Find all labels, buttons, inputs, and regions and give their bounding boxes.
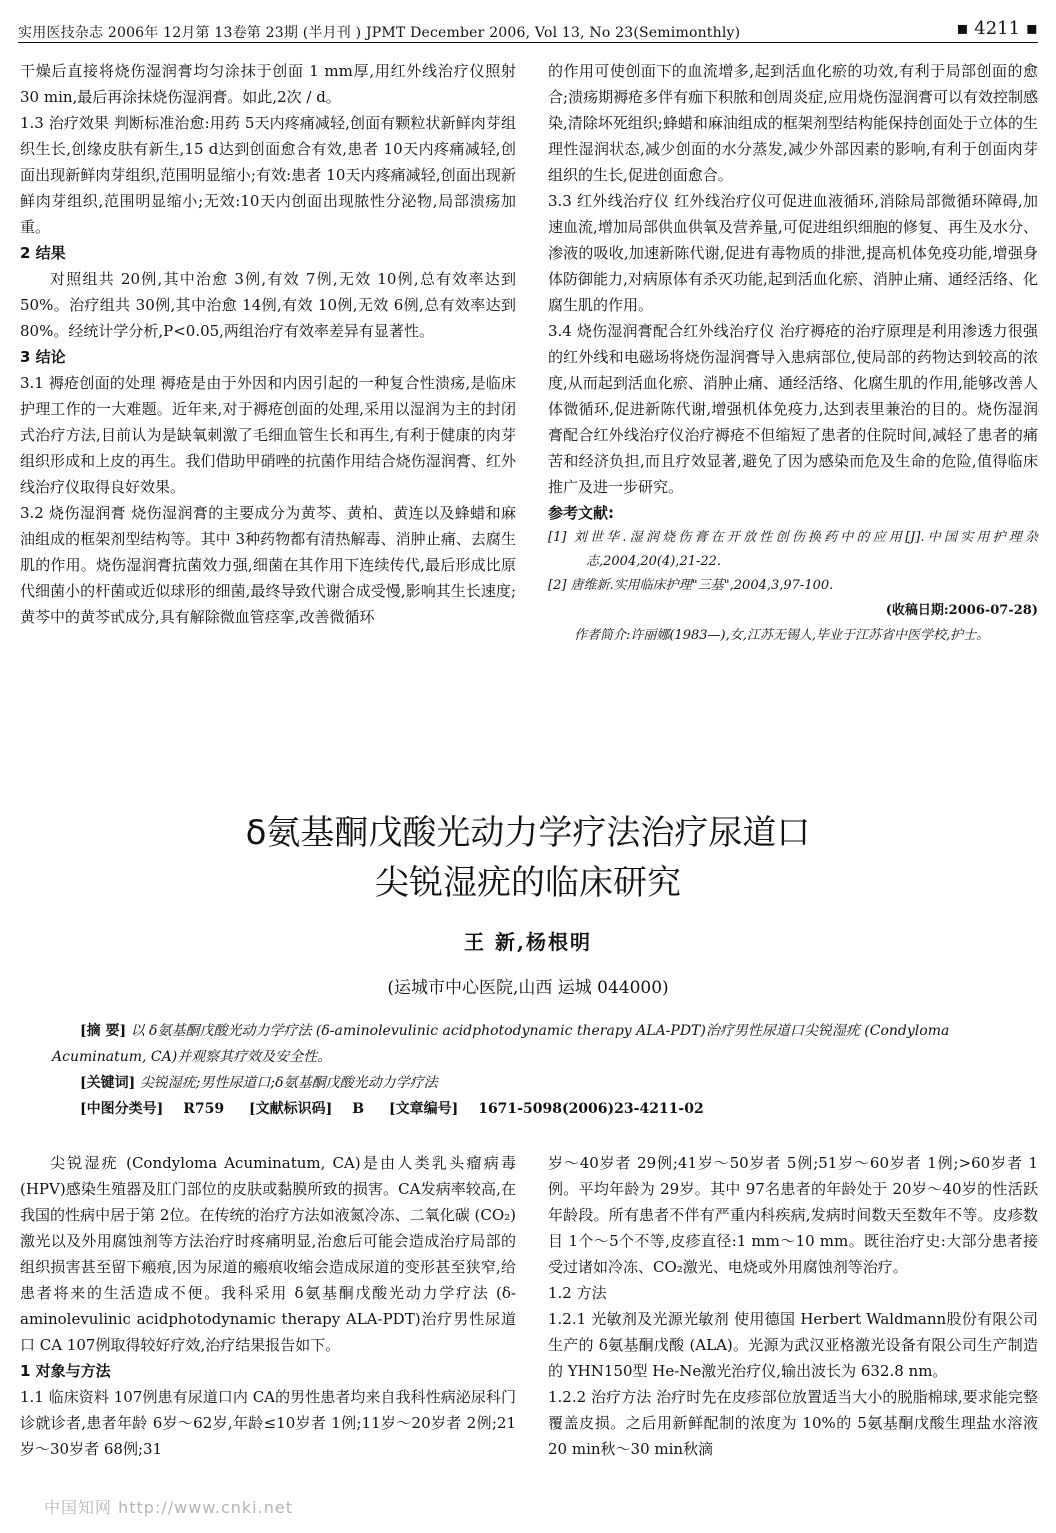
clc-tag: [中图分类号] <box>80 1101 164 1117</box>
keywords <box>52 1070 1032 1096</box>
section-heading: 2 结果 <box>20 244 66 262</box>
article-title <box>0 808 1056 908</box>
watermark: 中国知网 http://www.cnki.net <box>44 1498 293 1517</box>
title-line-1: δ氨基酮戊酸光动力学疗法治疗尿道口 <box>245 813 811 853</box>
title-line-2: 尖锐湿疣的临床研究 <box>375 863 681 903</box>
paragraph: 1.1 临床资料 107例患有尿道口内 CA的男性患者均来自我科性病泌尿科门诊就诊者,患者年龄 6岁～62岁,年龄≤10岁者 1例;11岁～20岁者 2例;21岁～30岁者 68例;31 <box>20 1388 516 1458</box>
paragraph: 3.2 烧伤湿润膏 烧伤湿润膏的主要成分为黄芩、黄柏、黄连以及蜂蜡和麻油组成的框架剂型结构等。其中 3种药物都有清热解毒、消肿止痛、去腐生肌的作用。烧伤湿润膏抗菌效力强,细菌在其作用下连续传代,最后形成比原代细菌小的杆菌或近似球形的细菌,最终导致代谢合成受慢,影响其生长速度;黄芩中的黄芩甙成分,具有解除微血管痉挛,改善微循环 <box>20 504 516 626</box>
page-number: ▪ 4211 ▪ <box>956 18 1038 39</box>
paragraph: 对照组共 20例,其中治愈 3例,有效 7例,无效 10例,总有效率达到 50%。治疗组共 30例,其中治愈 14例,有效 10例,无效 6例,总有效率达到 80%。经统计学分析,P<0.05,两组治疗有效率差异有显著性。 <box>20 270 516 340</box>
affiliation: (运城市中心医院,山西 运城 044000) <box>387 978 669 998</box>
received-date: (收稿日期:2006-07-28) <box>885 603 1038 618</box>
keywords-tag: [关键词] <box>80 1075 136 1091</box>
authors: 王 新,杨根明 <box>464 930 592 954</box>
abstract <box>52 1018 1032 1070</box>
paragraph: 1.2.2 治疗方法 治疗时先在皮疹部位放置适当大小的脱脂棉球,要求能完整覆盖皮损。之后用新鲜配制的浓度为 10%的 5氨基酮戊酸生理盐水溶液 20 min秋～30 min秋滴 <box>548 1388 1038 1458</box>
column-1 <box>20 58 516 630</box>
reference: [1] 刘世华.湿润烧伤膏在开放性创伤换药中的应用[J].中国实用护理杂志,2004,20(4),21-22. <box>548 530 1038 569</box>
section-heading: 1 对象与方法 <box>20 1362 111 1380</box>
section-heading: 参考文献: <box>548 504 614 522</box>
abstract-block <box>52 1018 1032 1122</box>
column-2 <box>548 58 1038 648</box>
clc-value: R759 <box>183 1101 225 1117</box>
art-tag: [文章编号] <box>388 1101 459 1117</box>
column-4 <box>548 1150 1038 1462</box>
paragraph: 3.1 褥疮创面的处理 褥疮是由于外因和内因引起的一种复合性溃疡,是临床护理工作的一大难题。近年来,对于褥疮创面的处理,采用以湿润为主的封闭式治疗方法,目前认为是缺氧刺激了毛细血管生长和再生,有利于健康的肉芽组织形成和上皮的再生。我们借助甲硝唑的抗菌作用结合烧伤湿润膏、红外线治疗仪取得良好效果。 <box>20 374 516 496</box>
paragraph: 1.3 治疗效果 判断标准治愈:用药 5天内疼痛减轻,创面有颗粒状新鲜肉芽组织生长,创缘皮肤有新生,15 d达到创面愈合有效,患者 10天内疼痛减轻,创面出现新鲜肉芽组织,范围明显缩小;有效:患者 10天内疼痛减轻,创面出现新鲜肉芽组织,范围明显缩小;无效:10天内创面出现脓性分泌物,局部溃疡加重。 <box>20 114 516 236</box>
abstract-text: 以 δ氨基酮戊酸光动力学疗法 (δ-aminolevulinic acidphotodynamic therapy ALA-PDT)治疗男性尿道口尖锐湿疣 (Condyloma Acuminatum, CA)并观察其疗效及安全性。 <box>52 1023 950 1065</box>
paragraph: 干燥后直接将烧伤湿润膏均匀涂抹于创面 1 mm厚,用红外线治疗仪照射 30 min,最后再涂抹烧伤湿润膏。如此,2次 / d。 <box>20 62 516 106</box>
doc-tag: [文献标识码] <box>248 1101 333 1117</box>
paragraph: 3.3 红外线治疗仪 红外线治疗仪可促进血液循环,消除局部微循环障碍,加速血流,增加局部供血供氧及营养量,可促进组织细胞的修复、再生及水分、渗液的吸收,加速新陈代谢,促进有毒物质的排泄,提高机体免疫功能,增强身体防御能力,对病原体有杀灭功能,起到活血化瘀、消肿止痛、通经活络、化腐生肌的作用。 <box>548 192 1038 314</box>
doc-value: B <box>352 1101 365 1117</box>
abstract-tag: [摘 要] <box>80 1023 127 1039</box>
journal-info: 实用医技杂志 2006年 12月第 13卷第 23期 (半月刊 ) JPMT December 2006, Vol 13, No 23(Semimonthly) <box>18 25 741 41</box>
paragraph: 尖锐湿疣 (Condyloma Acuminatum, CA)是由人类乳头瘤病毒 (HPV)感染生殖器及肛门部位的皮肤或黏膜所致的损害。CA发病率较高,在我国的性病中居于第 2位。在传统的治疗方法如液氮冷冻、二氧化碳 (CO₂)激光以及外用腐蚀剂等方法治疗时疼痛明显,治愈后可能会造成治疗局部的组织损害甚至留下瘢痕,因为尿道的瘢痕收缩会造成尿道的变形甚至狭窄,给患者将来的生活造成不便。我科采用 δ氨基酮戊酸光动力学疗法 (δ-aminolevulinic acidphotodynamic therapy ALA-PDT)治疗男性尿道口 CA 107例取得较好疗效,治疗结果报告如下。 <box>20 1154 516 1354</box>
paragraph: 1.2.1 光敏剂及光源光敏剂 使用德国 Herbert Waldmann股份有限公司生产的 δ氨基酮戊酸 (ALA)。光源为武汉亚格激光设备有限公司生产制造的 YHN150型 He-Ne激光治疗仪,输出波长为 632.8 nm。 <box>548 1310 1038 1380</box>
paragraph: 岁～40岁者 29例;41岁～50岁者 5例;51岁～60岁者 1例;>60岁者 1例。平均年龄为 29岁。其中 97名患者的年龄处于 20岁～40岁的性活跃年龄段。所有患者不伴有严重内科疾病,发病时间数天至数年不等。皮疹数目 1个～5个不等,皮疹直径:1 mm～10 mm。既往治疗史:大部分患者接受过诸如冷冻、CO₂激光、电烧或外用腐蚀剂等治疗。 <box>548 1154 1038 1276</box>
paragraph: 3.4 烧伤湿润膏配合红外线治疗仪 治疗褥疮的治疗原理是利用渗透力很强的红外线和电磁场将烧伤湿润膏导入患病部位,使局部的药物达到较高的浓度,从而起到活血化瘀、消肿止痛、通经活络、化腐生肌的作用,能够改善人体微循环,促进新陈代谢,增强机体免疫力,达到表里兼治的目的。烧伤湿润膏配合红外线治疗仪治疗褥疮不但缩短了患者的住院时间,减轻了患者的痛苦和经济负担,而且疗效显著,避免了因为感染而危及生命的危险,值得临床推广及进一步研究。 <box>548 322 1038 496</box>
paragraph: 的作用可使创面下的血流增多,起到活血化瘀的功效,有利于局部创面的愈合;溃疡期褥疮多伴有痂下积脓和创周炎症,应用烧伤湿润膏可以有效控制感染,清除坏死组织;蜂蜡和麻油组成的框架剂型结构能保持创面处于立体的生理性湿润状态,减少创面的水分蒸发,减少外部因素的影响,有利于创面肉芽组织的生长,促进创面愈合。 <box>548 62 1038 184</box>
reference: [2] 唐维新.实用临床护理"三基",2004,3,97-100. <box>548 578 834 593</box>
section-heading: 3 结论 <box>20 348 66 366</box>
classification <box>52 1096 1032 1122</box>
running-header <box>18 18 1038 43</box>
paragraph: 1.2 方法 <box>548 1284 607 1302</box>
art-value: 1671-5098(2006)23-4211-02 <box>478 1101 704 1117</box>
column-3 <box>20 1150 516 1462</box>
author-bio: 作者简介:许丽娜(1983—),女,江苏无锡人,毕业于江苏省中医学校,护士。 <box>574 628 990 643</box>
keywords-text: 尖锐湿疣;男性尿道口;δ氨基酮戊酸光动力学疗法 <box>139 1075 438 1091</box>
